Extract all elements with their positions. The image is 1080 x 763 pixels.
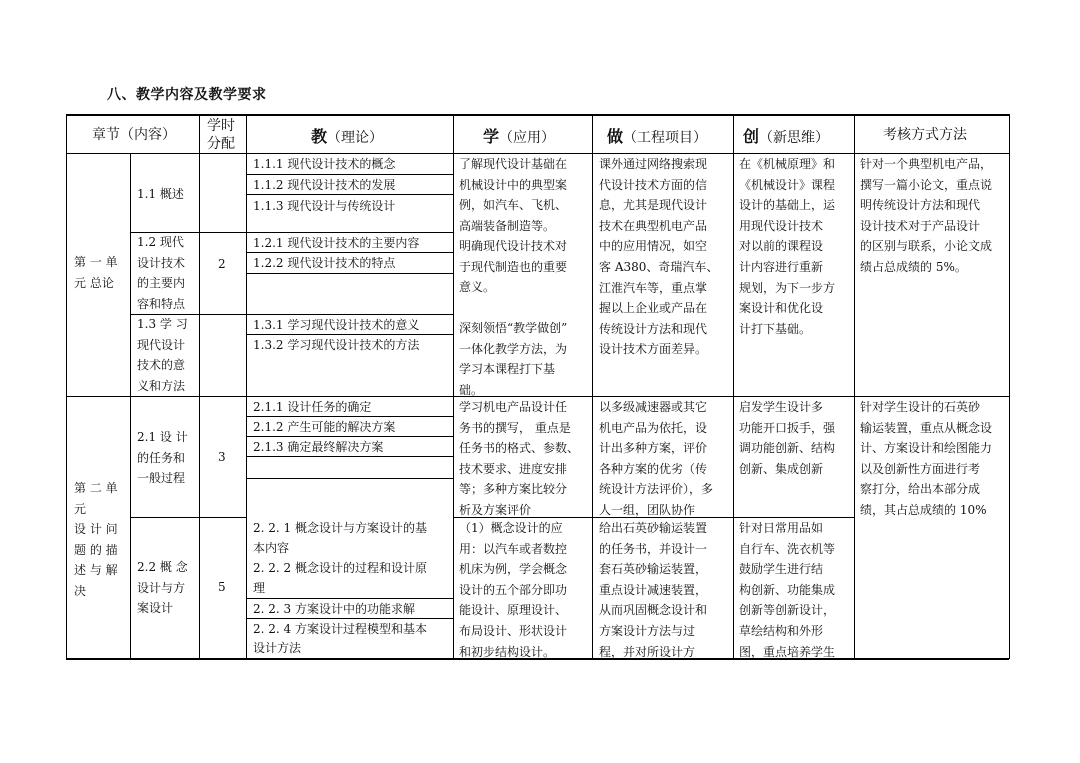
- header-hours-1: 学时: [207, 118, 235, 134]
- unit1-section2: 1.2 现代 设计技术 的主要内 容和特点: [137, 235, 186, 311]
- theory-item: 1.2.2 现代设计技术的特点: [253, 256, 396, 270]
- theory-line: [246, 478, 453, 479]
- theory-item: 2. 2. 1 概念设计与方案设计的基: [253, 521, 427, 535]
- unit2-section2: 2.2 概 念 设计与方 案设计: [137, 560, 188, 616]
- section-heading: 八、教学内容及教学要求: [107, 87, 267, 103]
- unit1-assessment: 针对一个典型机电产品， 撰写一篇小论文，重点说 明传统设计方法和现代 设计技术对于产品设计 的区别与联系，小论文成 绩占总成绩的 5%。: [860, 157, 993, 274]
- theory-item: 2.1.3 确定最终解决方案: [253, 440, 384, 454]
- unit2-section1-hours: 3: [218, 450, 226, 464]
- theory-item: 1.3.2 学习现代设计技术的方法: [253, 338, 420, 352]
- unit2-section1: 2.1 设 计 的任务和 一般过程: [137, 430, 188, 486]
- unit2-section2-hours: 5: [218, 580, 226, 594]
- col-line-7: [854, 114, 855, 659]
- unit1-apply-1: 了解现代设计基础在 机械设计中的典型案 例，如汽车、飞机、 高端装备制造等。: [459, 157, 568, 233]
- theory-item: 1.3.1 学习现代设计技术的意义: [253, 318, 420, 332]
- unit2-name: 第 二 单 元 设 计 问 题 的 描 述 与 解 决: [74, 481, 118, 598]
- header-create: 创（新思维）: [743, 127, 830, 146]
- unit1-section1: 1.1 概述: [137, 187, 184, 201]
- header-apply: 学（应用）: [483, 127, 556, 146]
- col-line-6: [733, 114, 734, 659]
- col-line-5: [592, 114, 593, 659]
- theory-item: 2.1.2 产生可能的解决方案: [253, 420, 396, 434]
- header-assessment: 考核方式方法: [883, 127, 967, 143]
- theory-item: 1.2.1 现代设计技术的主要内容: [253, 236, 420, 250]
- theory-item: 2. 2. 2 概念设计的过程和设计原: [253, 561, 427, 575]
- sec-line-2-2: [130, 517, 246, 518]
- header-do: 做（工程项目）: [607, 127, 708, 146]
- unit1-name: 第 一 单 元 总论: [74, 255, 118, 290]
- unit2-apply-1: 学习机电产品设计任 务书的撰写， 重点是 任务书的格式、参数、 技术要求、进度安排 等；多种方案比较分 析及方案评价: [459, 400, 580, 517]
- unit2-do-2: 给出石英砂输运装置 的任务书，并设计一 套石英砂输运装置， 重点设计减速装置， 从而巩固概念设计和 方案设计方法与过 程，并对所设计方: [599, 521, 708, 659]
- teaching-content-table: [66, 114, 1009, 659]
- header-theory: 教（理论）: [311, 127, 384, 146]
- unit2-apply-2: （1）概念设计的应 用：以汽车或者数控 机床为例，学会概念 设计的五个部分即功 能设计、原理设计、 布局设计、形状设计 和初步结构设计。: [459, 521, 568, 659]
- unit2-create-2: 针对日常用品如 自行车、洗衣机等 鼓励学生进行结 构创新、功能集成 创新等创新设计， 草绘结构和外形 图，重点培养学生: [739, 521, 836, 659]
- unit1-create: 在《机械原理》和 《机械设计》课程 设计的基础上，运 用现代设计技术 对以前的课程设 计内容进行重新 规划，为下一步方 案设计和优化设 计打下基础。: [739, 157, 836, 336]
- col-line-3: [246, 114, 247, 659]
- theory-item: 理: [253, 581, 266, 595]
- theory-item: 2. 2. 3 方案设计中的功能求解: [253, 602, 415, 616]
- unit1-section3: 1.3 学 习 现代设计 技术的意 义和方法: [137, 317, 188, 393]
- col-line-4: [453, 114, 454, 659]
- theory-item: 设计方法: [253, 641, 302, 655]
- border-right: [1009, 114, 1010, 659]
- theory-item: 2. 2. 4 方案设计过程模型和基本: [253, 622, 427, 636]
- theory-item: 1.1.3 现代设计与传统设计: [253, 199, 396, 213]
- header-hours-2: 分配: [207, 136, 235, 152]
- theory-item: 本内容: [253, 541, 290, 555]
- unit2-assessment: 针对学生设计的石英砂 输运装置，重点从概念设 计、方案设计和绘图能力 以及创新性方面进行考 察打分，给出本部分成 绩，其占总成绩的 10%: [860, 400, 993, 517]
- theory-item: 1.1.2 现代设计技术的发展: [253, 178, 396, 192]
- unit2-do-1: 以多级减速器或其它 机电产品为依托，设 计出多种方案，评价 各种方案的优劣（传 统设计方法评价），多 人一组，团队协作: [599, 400, 714, 517]
- unit1-hours: 2: [218, 257, 226, 271]
- unit1-apply-3: 深刻领悟“教学做创” 一体化教学方法，为 学习本课程打下基 础。: [459, 321, 568, 397]
- col-line-1: [130, 153, 131, 659]
- col-line-2: [199, 114, 200, 659]
- unit2-create-1: 启发学生设计多 功能开口扳手，强 调功能创新、结构 创新、集成创新: [739, 400, 836, 476]
- border-left: [66, 114, 67, 659]
- header-chapter: 章节（内容）: [92, 127, 176, 143]
- theory-item: 2.1.1 设计任务的确定: [253, 400, 372, 414]
- theory-item: 1.1.1 现代设计技术的概念: [253, 157, 396, 171]
- unit1-do: 课外通过网络搜索现 代设计技术方面的信 息，尤其是现代设计 技术在典型机电产品 中的应用情况，如空 客 A380、奇瑞汽车、 江淮汽车等，重点掌 握以上企业或产品在 传统设计方法和现代 设计技术方面差异。: [599, 157, 719, 357]
- unit1-apply-2: 明确现代设计技术对 于现代制造也的重要 意义。: [459, 239, 568, 295]
